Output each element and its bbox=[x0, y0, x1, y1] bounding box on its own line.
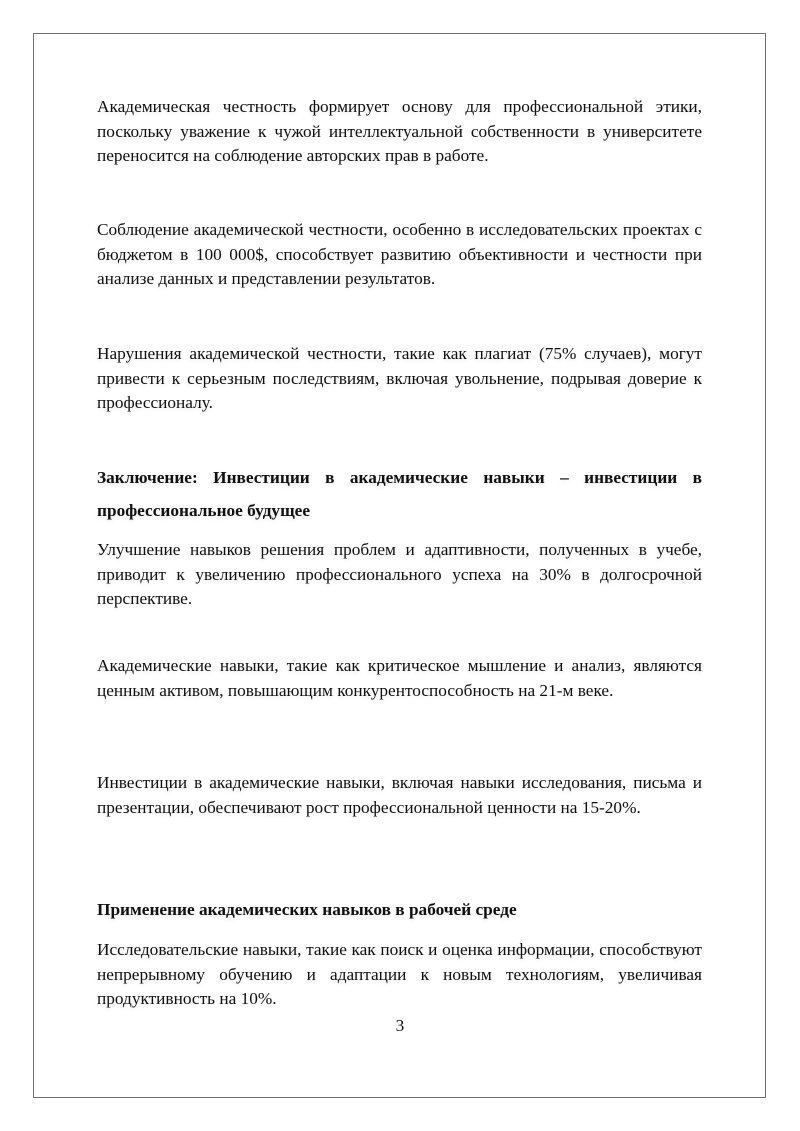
paragraph-academic-integrity-ethics: Академическая честность формирует основу для профессиональной этики, поскольку уважение к чужой интеллектуальной собственности в университете переносится на соблюдение авторских прав в работе. bbox=[97, 97, 702, 166]
paragraph-problem-solving-skills: Улучшение навыков решения проблем и адаптивности, полученных в учебе, приводит к увеличению профессионального успеха на 30% в долгосрочной перспективе. bbox=[97, 540, 702, 609]
paragraph-investment-skills: Инвестиции в академические навыки, включая навыки исследования, письма и презентации, обеспечивают рост профессиональной ценности на 15-20%. bbox=[97, 773, 702, 817]
paragraph-academic-integrity-research: Соблюдение академической честности, особенно в исследовательских проектах с бюджетом в 100 000$, способствует развитию объективности и честности при анализе данных и представлении результатов. bbox=[97, 220, 702, 289]
paragraph-critical-thinking: Академические навыки, такие как критическое мышление и анализ, являются ценным активом, повышающим конкурентоспособность на 21-м веке. bbox=[97, 656, 702, 700]
page-number: 3 bbox=[395, 1016, 405, 1035]
paragraph-research-skills: Исследовательские навыки, такие как поиск и оценка информации, способствуют непрерывному обучению и адаптации к новым технологиям, увеличивая продуктивность на 10%. bbox=[97, 940, 702, 1009]
section-heading-conclusion: Заключение: Инвестиции в академические навыки – инвестиции в профессиональное будущее bbox=[97, 468, 702, 520]
paragraph-academic-integrity-violations: Нарушения академической честности, такие как плагиат (75% случаев), могут привести к серьезным последствиям, включая увольнение, подрывая доверие к профессионалу. bbox=[97, 344, 702, 413]
section-heading-workplace-application: Применение академических навыков в рабочей среде bbox=[97, 900, 517, 919]
